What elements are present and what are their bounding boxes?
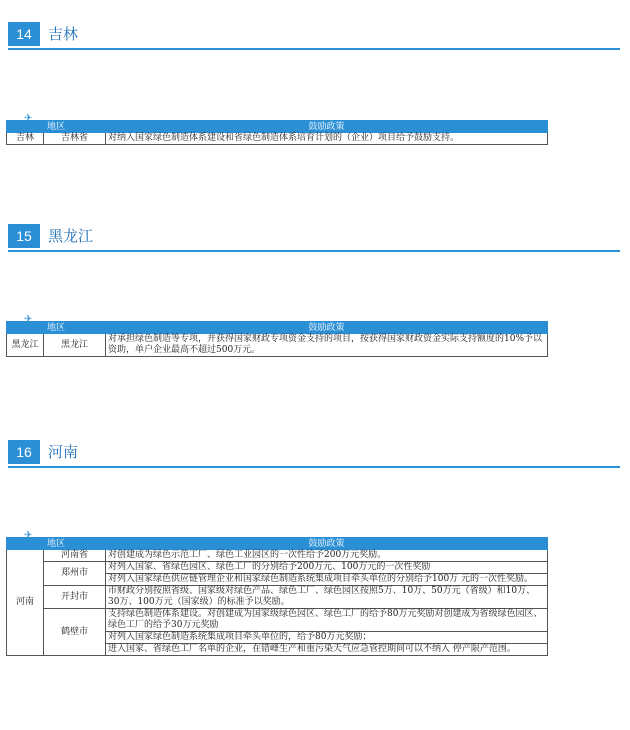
section-header-16 bbox=[8, 440, 620, 468]
header-region: 地区 bbox=[7, 121, 106, 133]
city-cell: 黑龙江 bbox=[44, 334, 106, 357]
table-row bbox=[7, 586, 548, 609]
table-header-row bbox=[7, 322, 548, 334]
policy-cell: 对承担绿色制造等专项，并获得国家财政专项资金支持的项目，按获得国家财政资金实际支持额度的10%予以资助，单户企业最高不超过500万元。 bbox=[106, 334, 548, 357]
section-number: 14 bbox=[8, 22, 40, 46]
policy-cell: 对创建成为绿色示范工厂、绿色工业园区的一次性给予200万元奖励。 bbox=[106, 550, 548, 562]
plane-icon: ✈ bbox=[24, 530, 33, 541]
section-number: 15 bbox=[8, 224, 40, 248]
table-row bbox=[7, 550, 548, 562]
city-cell: 河南省 bbox=[44, 550, 106, 562]
section-title: 黑龙江 bbox=[48, 227, 94, 245]
section-number: 16 bbox=[8, 440, 40, 464]
header-region: 地区 bbox=[7, 322, 106, 334]
city-cell: 开封市 bbox=[44, 586, 106, 609]
section-title: 河南 bbox=[48, 443, 79, 461]
header-policy: ✈ 鼓励政策 bbox=[106, 322, 548, 334]
table-header-row bbox=[7, 121, 548, 133]
table-header-row bbox=[7, 538, 548, 550]
policy-cell: 对列入国家绿色制造系统集成项目牵头单位的，给予80万元奖励； bbox=[106, 632, 548, 644]
table-row bbox=[7, 334, 548, 357]
section-header-15 bbox=[8, 224, 620, 252]
policy-cell: 对纳入国家绿色制造体系建设和省绿色制造体系培育计划的（企业）项目给予鼓励支持。 bbox=[106, 133, 548, 145]
policy-table-jilin bbox=[6, 113, 548, 145]
plane-icon: ✈ bbox=[24, 314, 33, 325]
province-cell: 黑龙江 bbox=[7, 334, 44, 357]
header-policy: ✈ 鼓励政策 bbox=[106, 121, 548, 133]
policy-cell: 对列入国家、省绿色园区、绿色工厂的分别给予200万元、100万元的一次性奖励 bbox=[106, 562, 548, 574]
table-row bbox=[7, 133, 548, 145]
province-cell: 河南 bbox=[7, 550, 44, 656]
city-cell: 郑州市 bbox=[44, 562, 106, 586]
policy-table-heilongjiang bbox=[6, 314, 548, 357]
header-region: 地区 bbox=[7, 538, 106, 550]
header-policy: ✈ 鼓励政策 bbox=[106, 538, 548, 550]
table-row bbox=[7, 609, 548, 632]
table-row bbox=[7, 562, 548, 574]
section-header-14 bbox=[8, 22, 620, 50]
policy-table-henan bbox=[6, 530, 548, 656]
policy-cell: 对列入国家绿色供应链管理企业和国家绿色制造系统集成项目牵头单位的分别给予100万 元的一次性奖励。 bbox=[106, 574, 548, 586]
city-cell: 吉林省 bbox=[44, 133, 106, 145]
policy-cell: 市财政分别按照省级、国家级对绿色产品、绿色工厂、绿色园区按照5万、10万、50万元（省级）和10万、30万、100万元（国家级）的标准予以奖励。 bbox=[106, 586, 548, 609]
policy-cell: 进入国家、省绿色工厂名单的企业，在错峰生产和重污染天气应急管控期间可以不纳入 停产限产范围。 bbox=[106, 644, 548, 656]
policy-cell: 支持绿色制造体系建设。对创建成为国家级绿色园区、绿色工厂的给予80万元奖励对创建成为省级绿色园区、绿色工厂的给予30万元奖励 bbox=[106, 609, 548, 632]
city-cell: 鹤壁市 bbox=[44, 609, 106, 656]
section-title: 吉林 bbox=[48, 25, 79, 43]
plane-icon: ✈ bbox=[24, 113, 33, 124]
province-cell: 吉林 bbox=[7, 133, 44, 145]
